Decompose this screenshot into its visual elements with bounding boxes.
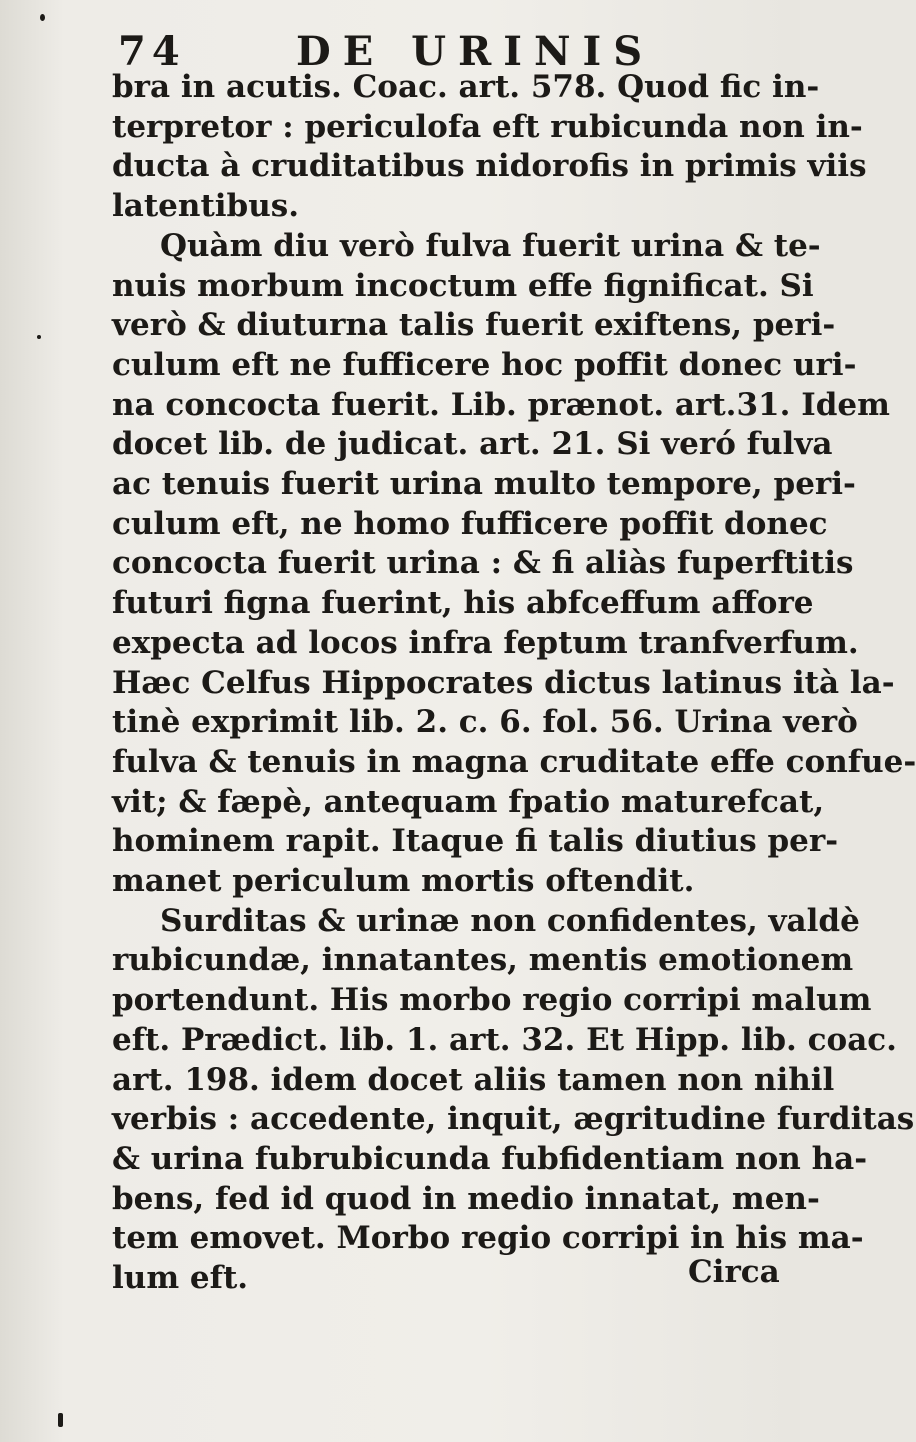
running-title: DE URINIS	[296, 28, 655, 75]
body-text	[112, 68, 916, 1299]
page-number: 74	[118, 28, 186, 75]
text-line: tinè exprimit lib. 2. c. 6. fol. 56. Urina verò	[112, 704, 858, 741]
text-line: ducta à cruditatibus nidorofis in primis viis	[112, 148, 867, 185]
text-line: bens, fed id quod in medio innatat, men-	[112, 1180, 820, 1217]
text-line: ac tenuis fuerit urina multo tempore, peri-	[112, 466, 856, 503]
text-line: futuri figna fuerint, his abfceffum affore	[112, 585, 814, 622]
text-line: culum eft ne fufficere hoc poffit donec uri-	[112, 346, 857, 383]
text-line: latentibus.	[112, 188, 299, 225]
text-line: Quàm diu verò fulva fuerit urina & te-	[160, 227, 821, 264]
text-line: verbis : accedente, inquit, ægritudine furditas	[112, 1101, 915, 1138]
text-line: bra in acutis. Coac. art. 578. Quod fic in-	[112, 69, 820, 105]
text-line: lum eft.	[112, 1260, 249, 1297]
text-line: hominem rapit. Itaque fi talis diutius per-	[112, 823, 839, 860]
ink-spot	[58, 1413, 63, 1427]
text-line: na concocta fuerit. Lib. prænot. art.31. Idem	[112, 386, 890, 423]
text-line: expecta ad locos infra feptum tranfverfum.	[112, 624, 859, 661]
text-line: Surditas & urinæ non confidentes, valdè	[160, 902, 860, 939]
catchword: Circa	[688, 1254, 780, 1290]
text-line: concocta fuerit urina : & fi aliàs fuperftitis	[112, 545, 854, 582]
ink-spot	[40, 14, 45, 21]
text-line: eft. Prædict. lib. 1. art. 32. Et Hipp. lib. coac.	[112, 1021, 897, 1058]
ink-spot	[37, 335, 41, 339]
text-line: vit; & fæpè, antequam fpatio maturefcat,	[112, 783, 825, 820]
text-line: manet periculum mortis oftendit.	[112, 863, 695, 900]
text-line: portendunt. His morbo regio corripi malum	[112, 982, 872, 1019]
text-line: culum eft, ne homo fufficere poffit donec	[112, 505, 828, 542]
text-line: fulva & tenuis in magna cruditate effe confue-	[112, 743, 916, 780]
text-line: terpretor : periculofa eft rubicunda non in-	[112, 108, 863, 145]
text-line: docet lib. de judicat. art. 21. Si veró fulva	[112, 426, 833, 463]
text-line: & urina fubrubicunda fubfidentiam non ha-	[112, 1140, 868, 1177]
text-line: rubicundæ, innatantes, mentis emotionem	[112, 942, 854, 979]
text-line: Hæc Celfus Hippocrates dictus latinus ità la-	[112, 664, 895, 701]
text-line: nuis morbum incoctum effe fignificat. Si	[112, 267, 814, 304]
text-line: art. 198. idem docet aliis tamen non nihil	[112, 1061, 835, 1098]
text-line: tem emovet. Morbo regio corripi in his ma-	[112, 1220, 864, 1257]
text-line: verò & diuturna talis fuerit exiftens, peri-	[112, 307, 836, 344]
